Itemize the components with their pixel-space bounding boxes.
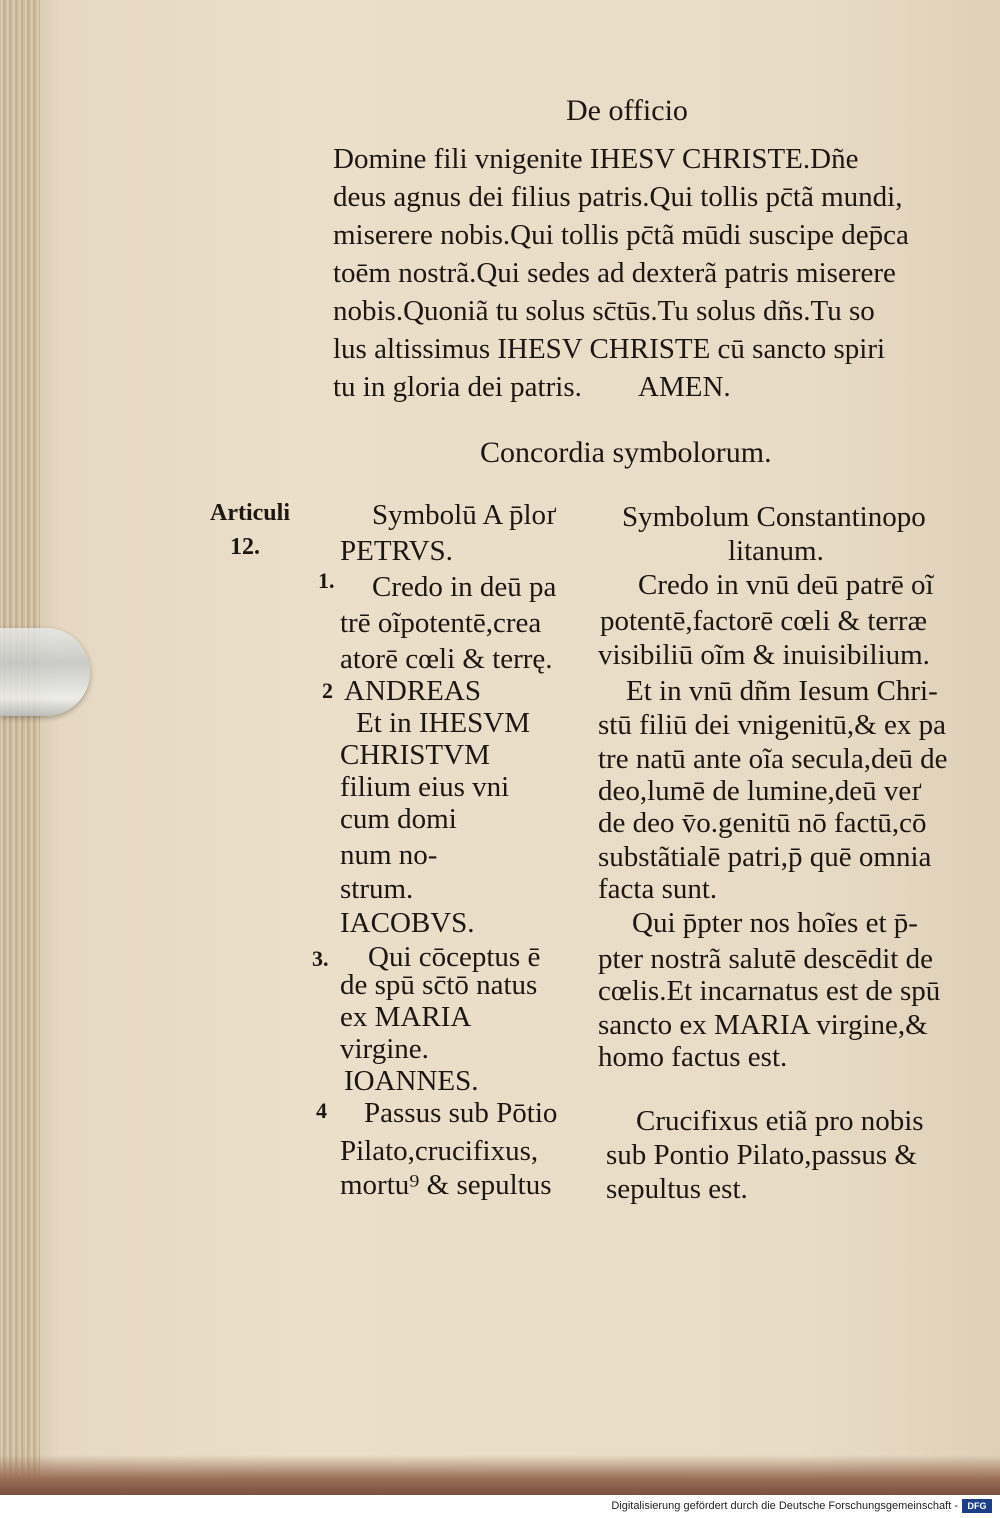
right-line: Qui p̄pter nos hoĩes et p̄-	[632, 907, 918, 939]
right-line: litanum.	[728, 535, 824, 567]
right-line: pter nostrã salutē descēdit de	[598, 943, 933, 975]
right-line: visibiliū oĩm & inuisibilium.	[598, 639, 930, 671]
right-line: Et in vnū dñm Iesum Chri-	[626, 675, 938, 707]
page-bottom-edge	[0, 1455, 1000, 1495]
running-head: De officio	[566, 94, 688, 127]
margin-note: 12.	[230, 534, 260, 560]
right-line: substãtialē patri,p̄ quē omnia	[598, 841, 932, 873]
amen: AMEN.	[638, 371, 731, 403]
left-line: virgine.	[340, 1033, 429, 1065]
gloria-line: lus altissimus IHESV CHRISTE cū sancto spiri	[333, 333, 886, 365]
right-line: facta sunt.	[598, 873, 718, 905]
left-line: strum.	[340, 873, 414, 905]
right-line: potentē,factorē cœli & terræ	[600, 605, 927, 637]
gloria-line: tu in gloria dei patris.	[333, 371, 582, 403]
right-column-heading: Symbolum Constantinopo	[622, 501, 926, 533]
apostle-name: IOANNES.	[344, 1065, 479, 1097]
right-line: tre natū ante oĩa secula,deū de	[598, 743, 948, 775]
left-line: filium eius vni	[340, 771, 510, 803]
right-line: cœlis.Et incarnatus est de spū	[598, 975, 941, 1007]
left-line: Credo in deū pa	[372, 571, 557, 603]
page-clip	[0, 628, 90, 716]
right-line: sepultus est.	[606, 1173, 748, 1205]
right-line: Credo in vnū deū patrē oĩ	[638, 569, 934, 601]
left-line: Pilato,crucifixus,	[340, 1135, 539, 1167]
margin-note: Articuli	[210, 500, 290, 526]
left-line: Qui cōceptus ē	[368, 941, 541, 973]
left-line: de spū sc̄tō natus	[340, 969, 538, 1001]
left-line: ex MARIA	[340, 1001, 472, 1033]
footer-bar	[0, 1495, 1000, 1518]
left-line: mortu⁹ & sepultus	[340, 1169, 552, 1201]
article-number: 1.	[318, 568, 335, 593]
gloria-line: nobis.Quoniã tu solus sc̄tūs.Tu solus dñs.Tu so	[333, 295, 875, 327]
right-line: stū filiū dei vnigenitū,& ex pa	[598, 709, 946, 741]
left-line: atorē cœli & terrę.	[340, 643, 553, 675]
right-line: homo factus est.	[598, 1041, 788, 1073]
left-line: Passus sub Pōtio	[364, 1097, 558, 1129]
left-line: CHRISTVM	[340, 739, 490, 771]
section-title: Concordia symbolorum.	[480, 436, 772, 469]
article-number: 3.	[312, 946, 329, 971]
right-line: sub Pontio Pilato,passus &	[606, 1139, 917, 1171]
left-column-heading: Symbolū A p̄loґ	[372, 499, 557, 531]
article-number: 2	[322, 678, 333, 703]
gloria-line: Domine fili vnigenite IHESV CHRISTE.Dñe	[333, 143, 859, 175]
right-line: sancto ex MARIA virgine,&	[598, 1009, 928, 1041]
left-line: Et in IHESVM	[356, 707, 530, 739]
gloria-line: deus agnus dei filius patris.Qui tollis pc̄tã mundi,	[333, 181, 903, 213]
apostle-name: PETRVS.	[340, 535, 453, 567]
apostle-name: ANDREAS	[344, 675, 481, 707]
dfg-logo[interactable]: DFG	[962, 1499, 992, 1513]
right-line: de deo v̄o.genitū nō factū,cō	[598, 807, 927, 839]
book-spine	[0, 0, 40, 1495]
left-line: cum domi	[340, 803, 457, 835]
right-line: deo,lumē de lumine,deū veґ	[598, 775, 922, 807]
gloria-line: toēm nostrã.Qui sedes ad dexterã patris miserere	[333, 257, 896, 289]
footer-credit: Digitalisierung gefördert durch die Deutsche Forschungsgemeinschaft -	[611, 1500, 958, 1512]
left-line: trē oĩpotentē,crea	[340, 607, 542, 639]
right-line: Crucifixus etiã pro nobis	[636, 1105, 924, 1137]
apostle-name: IACOBVS.	[340, 907, 475, 939]
gloria-line: miserere nobis.Qui tollis pc̄tã mūdi suscipe dep̄ca	[333, 219, 909, 251]
article-number: 4	[316, 1098, 327, 1123]
left-line: num no-	[340, 839, 438, 871]
